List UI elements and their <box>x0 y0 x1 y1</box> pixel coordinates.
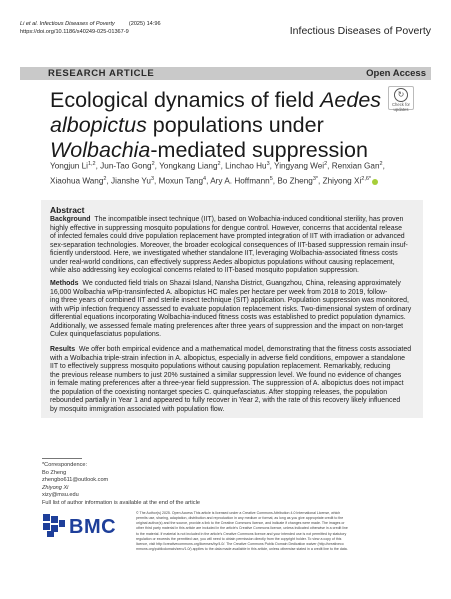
license-line: mmons.org/publicdomain/zero/1.0/) applies to the data made available in this article, unless otherwise stated in a credit line to the data. <box>136 547 348 552</box>
check-updates-label1: Check for <box>392 102 410 107</box>
citation-header <box>20 21 161 36</box>
abstract-line: ficiently understood. Here, we investigated whether standalone IIT, leveraging Wolbachia-associated fitness costs <box>50 250 398 258</box>
correspondence <box>42 458 282 508</box>
author-name[interactable]: Moxun Tang <box>158 176 204 186</box>
author-affiliation: 1,2 <box>87 161 96 167</box>
article-type: RESEARCH ARTICLE <box>48 68 155 79</box>
author-name[interactable]: Linchao Hu <box>225 161 267 171</box>
bmc-logo-icon <box>41 512 67 538</box>
orcid-icon[interactable] <box>372 179 378 185</box>
author-affiliation: 2 <box>151 161 155 167</box>
license-line: regulation or exceeds the permitted use, you will need to obtain permission directly from the copyright holder. To view a copy of this <box>136 536 342 541</box>
license-line: licence, visit http://creativecommons.org/licenses/by/4.0/. The Creative Commons Public Domain Dedication waiver (http://creativeco <box>136 541 344 546</box>
license-line: permits use, sharing, adaptation, distribution and reproduction in any medium or format, as long as you give appropriate credit to the <box>136 516 344 521</box>
author-affiliation: 3 <box>150 175 155 182</box>
citation-journal: Li et al. Infectious Diseases of Poverty <box>20 21 115 27</box>
abstract-results <box>50 346 417 414</box>
author-name[interactable]: Yongkang Liang <box>159 161 218 171</box>
abstract-line: differential equations incorporating Wolbachia-induced fitness costs was established to predict population dynamics. <box>50 314 406 322</box>
abstract-line: under real-world conditions, can effectively suppress Aedes albopictus populations without causing replacement, <box>50 258 395 266</box>
license-line: to the material. If material is not included in the article's Creative Commons licence and your intended use is not permitted by statutory <box>136 531 347 536</box>
license-line: other third party material in this article are included in the article's Creative Commons licence, unless indicated otherwise in a credit line <box>136 526 348 531</box>
license-line: © The Author(s) 2025. Open Access This article is licensed under a Creative Commons Attribution 4.0 International License, which <box>136 511 341 515</box>
author-affiliation: 2 <box>217 161 221 167</box>
abstract-line: sex-separation technologies. Moreover, the broader ecological consequences of IIT-based suppression remain insuf- <box>50 241 408 249</box>
abstract-line: of infected females could drive population replacement have prompted integration of IIT with irradiation or advanced <box>50 233 405 241</box>
article-title <box>50 88 385 163</box>
title-part: populations under <box>146 113 324 137</box>
author-name[interactable]: Jianshe Yu <box>111 176 151 186</box>
abstract-line: Results We offer both empirical evidence and a mathematical model, demonstrating that the fitness costs associated <box>50 346 412 353</box>
correspondent-name: Zhiyong Xi <box>42 484 69 491</box>
author-name[interactable]: Yingyang Wei <box>274 161 325 171</box>
abstract-line: highly effective in suppressing mosquito populations for dengue control. However, concerns that accidental release <box>50 224 402 232</box>
divider <box>42 458 82 459</box>
author-name[interactable]: Renxian Gan <box>331 161 380 171</box>
check-updates-label2: updates <box>393 107 409 112</box>
abstract-line: Culex quinquefasciatus populations. <box>50 331 162 339</box>
abstract-heading: Abstract <box>50 205 85 215</box>
abstract-background <box>50 216 417 276</box>
author-info-note: Full list of author information is available at the end of the article <box>42 499 200 506</box>
abstract-line: while also addressing key ecological concerns related to IIT-based mosquito population suppression. <box>50 267 359 275</box>
title-species: Aedes albopictus <box>50 88 382 137</box>
abstract-methods <box>50 280 417 340</box>
author-affiliation: 4 <box>203 175 207 182</box>
author-name[interactable]: Jun-Tao Gong <box>100 161 152 171</box>
author-list: Yongjun Li$^{1,2}$, Jun-Tao Gong$^2$, Yongkang Liang$^2$, Linchao Hu$^3$, Yingyang Wei$^2$, Renxian Gan$^2$, Xiaohua Wang$^2$, Jianshe Yu$^3$, Moxun Tang$^4$, Ary A. Hoffmann$^5$, Bo Zheng$^{3*}$, Zhiyong $Xi^{2,6*}$ <box>50 161 385 186</box>
author-affiliation: 5 <box>269 175 273 182</box>
abstract-line: Methods We conducted field trials on Shazai Island, Nansha District, Guangzhou, China, releasing approximately <box>50 280 401 287</box>
abstract-line: Background The incompatible insect technique (IIT), based on Wolbachia-induced conditional sterility, has proven <box>50 216 404 223</box>
correspondent-email[interactable]: xizy@msu.edu <box>42 492 79 499</box>
crossmark-icon: ↻ <box>394 88 408 102</box>
abstract-line: the previous release numbers to just 20% sustained a similar suppression level. We found no evidence of changes <box>50 371 402 379</box>
author-affiliation: 3* <box>312 175 319 182</box>
author-affiliation: 2 <box>379 161 383 167</box>
abstract-line: the population of the coexisting nontarget species C. quinquefasciatus. After stopping releases, the population <box>50 388 388 396</box>
correspondence-label: *Correspondence: <box>42 462 88 468</box>
section-label: Results <box>50 346 76 353</box>
author-affiliation: 2 <box>324 161 328 167</box>
abstract-line: by mosquito immigration associated with population flow. <box>50 405 225 413</box>
section-label: Methods <box>50 280 79 287</box>
section-label: Background <box>50 216 91 223</box>
title-part: -mediated suppression <box>150 138 368 162</box>
title-part: Ecological dynamics of field <box>50 88 321 112</box>
license-text <box>136 511 431 552</box>
author-name[interactable]: Yongjun Li <box>50 161 88 171</box>
journal-name: Infectious Diseases of Poverty <box>289 25 431 37</box>
publisher-logo <box>41 512 125 538</box>
author-affiliation: 3 <box>266 161 270 167</box>
author-affiliation: 2 <box>103 175 107 182</box>
abstract-line: ing three years of combined IIT and sterile insect technique (SIT) application. Population suppression was monitored, <box>50 297 409 305</box>
correspondent-email[interactable]: zhengbo611@outlook.com <box>42 477 109 484</box>
title-bacterium: Wolbachia <box>50 138 151 162</box>
doi-link[interactable]: https://doi.org/10.1186/s40249-025-01367-9 <box>20 28 129 35</box>
license-line: original author(s) and the source, provide a link to the Creative Commons licence, and indicate if changes were made. The images or <box>136 521 345 526</box>
author-name[interactable]: Bo Zheng <box>277 176 313 186</box>
bmc-wordmark: BMC <box>69 516 117 538</box>
abstract-line: IIT to effectively suppress mosquito populations without causing population replacement. Remarkably, reducing <box>50 363 391 371</box>
abstract-box <box>41 200 423 418</box>
abstract-line: with a Wolbachia triple-strain infection in A. albopictus, especially in adverse field conditions, empower a standalone <box>50 354 406 362</box>
check-for-updates-button[interactable] <box>388 86 414 110</box>
abstract-line: with wPip infection frequency assessed to evaluate population replacement risks. Two-dimensional system of ordinary <box>50 305 412 313</box>
abstract-line: rebounded partially in Year 1 and appeared to fully recover in Year 2, with the rate of this recovery likely influenced <box>50 397 401 405</box>
citation-year: (2025) 14:96 <box>128 21 161 27</box>
author-name[interactable]: Ary A. Hoffmann <box>210 176 270 186</box>
author-affiliation: 2,6* <box>361 175 372 182</box>
correspondent-name: Bo Zheng <box>42 469 67 476</box>
abstract-line: Additionally, we assessed female mating preferences after three years of suppression and the impact on non-target <box>50 322 404 330</box>
citation-line <box>20 21 161 29</box>
article-type-banner <box>20 67 431 80</box>
author-name[interactable]: Xiaohua Wang <box>50 176 104 186</box>
open-access-label: Open Access <box>366 68 426 79</box>
author-name[interactable]: Zhiyong Xi <box>322 176 362 186</box>
abstract-line: in female mating preferences after a three-year field suppression. The suppression of A. albopictus does not impact <box>50 380 404 388</box>
abstract-line: 16,000 Wolbachia wPip-transinfected A. albopictus HC males per hectare per week from 2018 to 2019, follow- <box>50 288 388 296</box>
